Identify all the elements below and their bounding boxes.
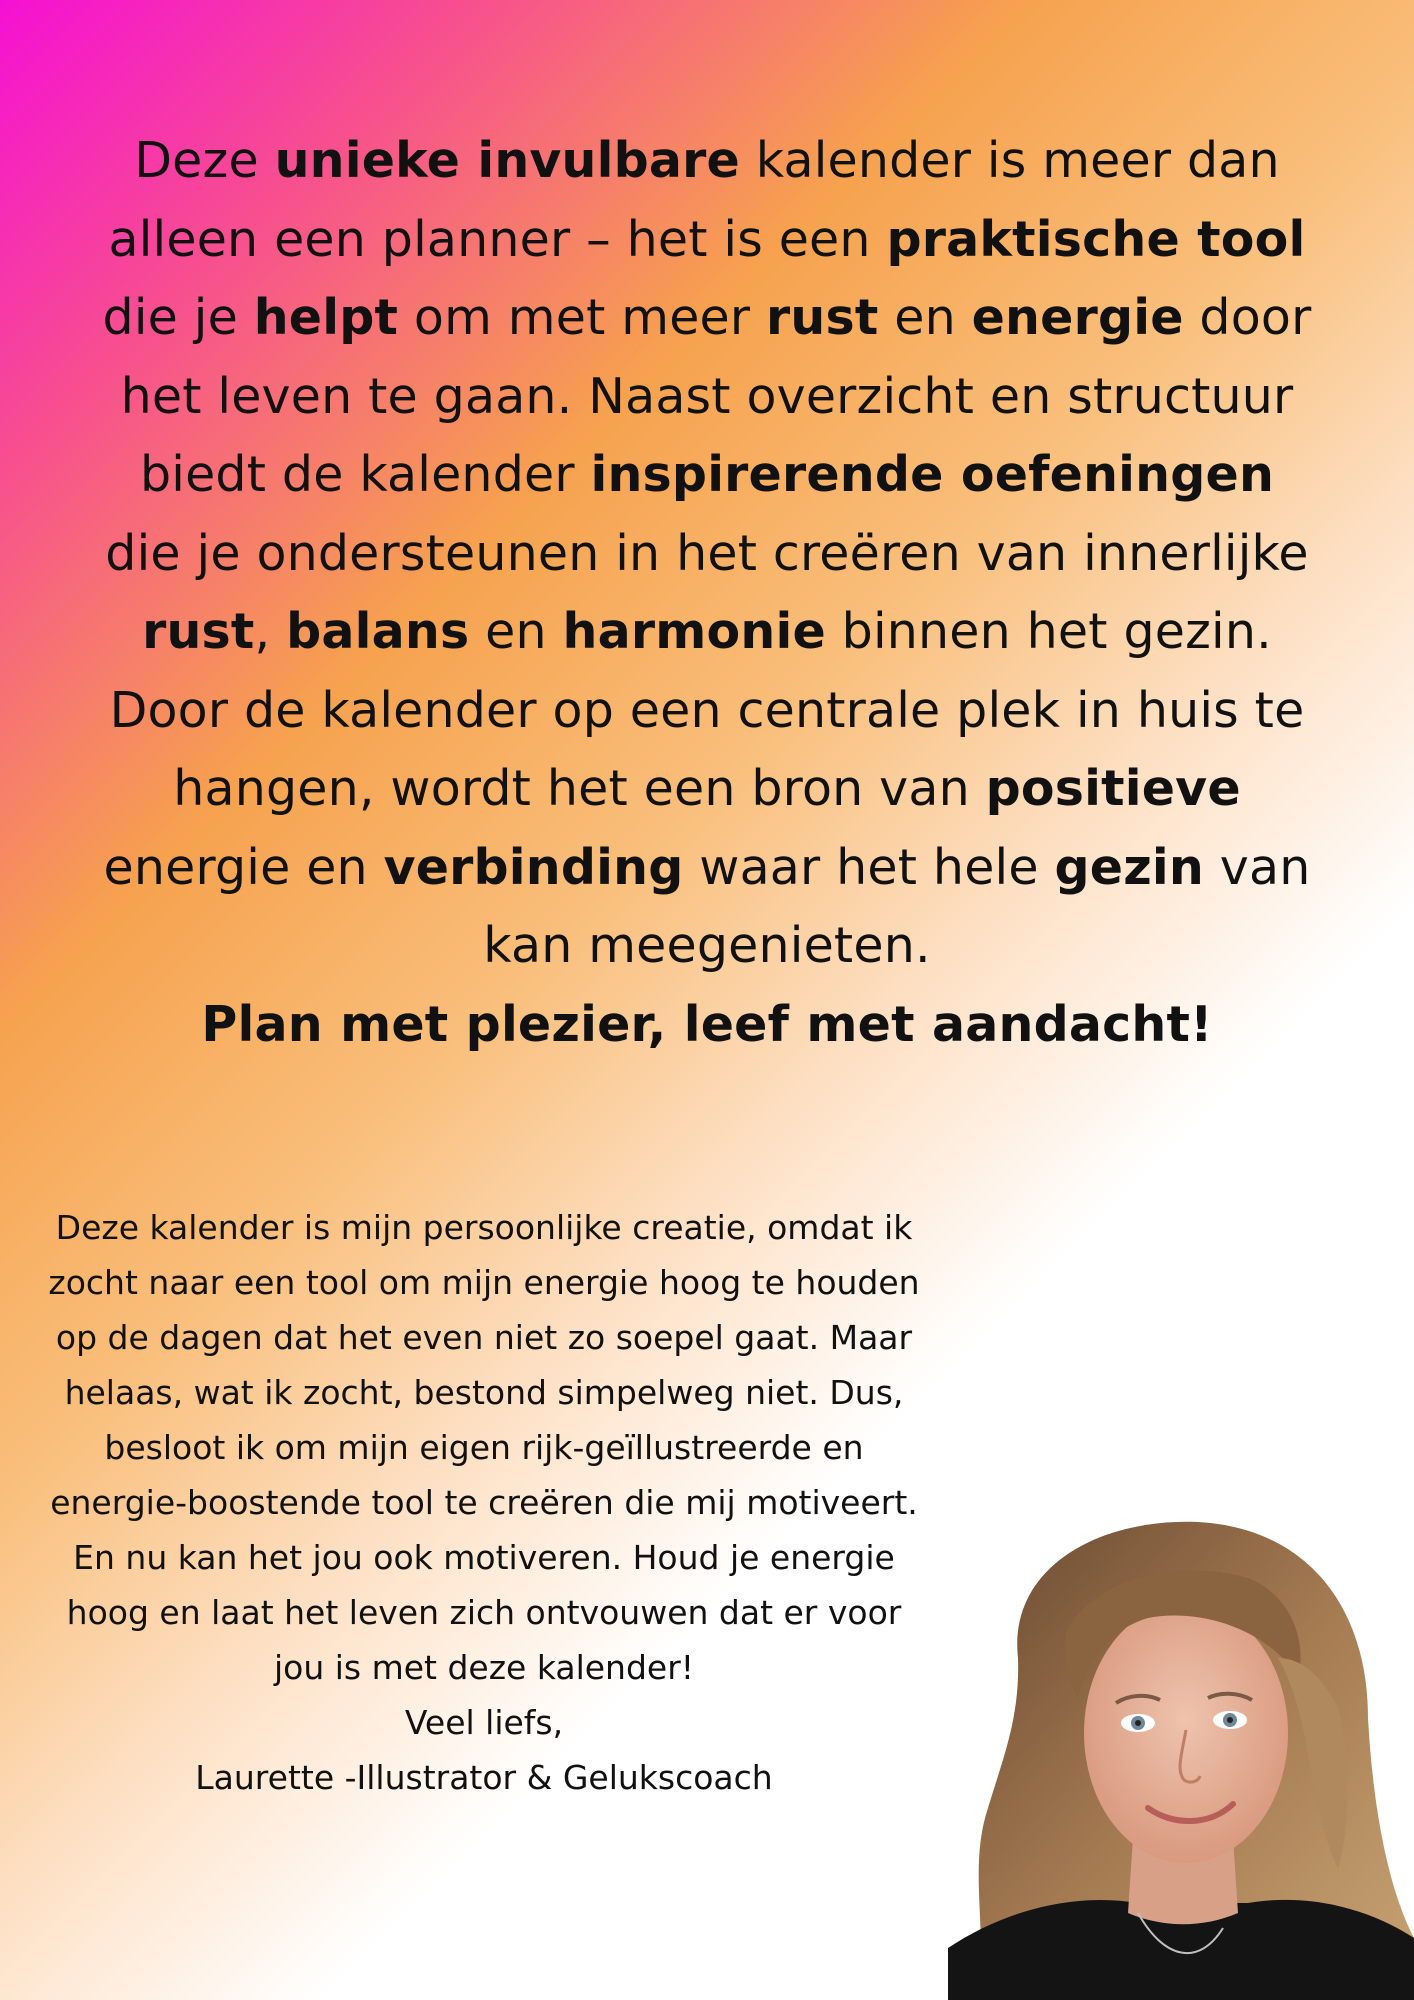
body-text: die je ondersteunen in het creëren van innerlijke (105, 524, 1309, 582)
emphasis-text: rust (766, 289, 879, 346)
body-text: en (469, 603, 563, 660)
body-text: van kan meegenieten. (483, 838, 1311, 974)
emphasis-text: positieve (985, 760, 1241, 817)
signature: Laurette -Illustrator & Gelukscoach (195, 1758, 773, 1797)
emphasis-text: rust (142, 603, 255, 660)
intro-paragraph (103, 132, 1312, 974)
body-text: door het leven te gaan. Naast overzicht en structuur biedt de kalender (120, 289, 1312, 503)
emphasis-text: balans (286, 603, 470, 660)
body-text: en (878, 289, 972, 346)
emphasis-text: harmonie (562, 603, 826, 660)
body-text: energie en (103, 838, 384, 896)
body-text: Deze (134, 132, 275, 189)
slogan: Plan met plezier, leef met aandacht! (201, 995, 1213, 1053)
body-text: om met meer (398, 289, 767, 346)
emphasis-text: unieke invulbare (274, 132, 740, 189)
body-text: , (254, 603, 287, 660)
body-text: kalender is meer dan alleen een planner – het is een (108, 132, 1280, 268)
emphasis-text: inspirerende oefeningen (590, 446, 1275, 503)
greeting: Veel liefs, (404, 1703, 564, 1742)
body-text: die je (102, 289, 254, 346)
emphasis-text: energie (971, 289, 1184, 346)
portrait-illustration (948, 1508, 1414, 2000)
body-text: binnen het gezin. Door de kalender op een centrale plek in huis te hangen, wordt het een bron van (109, 603, 1305, 817)
intro-text-block (100, 122, 1314, 1064)
body-text: waar het hele (683, 838, 1055, 896)
emphasis-text: verbinding (383, 838, 684, 896)
personal-note (40, 1200, 928, 1805)
author-portrait-photo (948, 1508, 1414, 2000)
emphasis-text: helpt (253, 289, 399, 346)
personal-note-paragraph: Deze kalender is mijn persoonlijke creatie, omdat ik zocht naar een tool om mijn energie hoog te houden op de dagen dat het even niet zo soepel gaat. Maar helaas, wat ik zocht, bestond simpelweg niet. Dus, besloot ik om mijn eigen rijk-geïllustreerde en energie-boostende tool te creëren die mij motiveert. En nu kan het jou ook motiveren. Houd je energie hoog en laat het leven zich ontvouwen dat er voor jou is met deze kalender! (48, 1208, 920, 1687)
emphasis-text: gezin (1054, 838, 1204, 896)
emphasis-text: praktische tool (886, 210, 1306, 268)
